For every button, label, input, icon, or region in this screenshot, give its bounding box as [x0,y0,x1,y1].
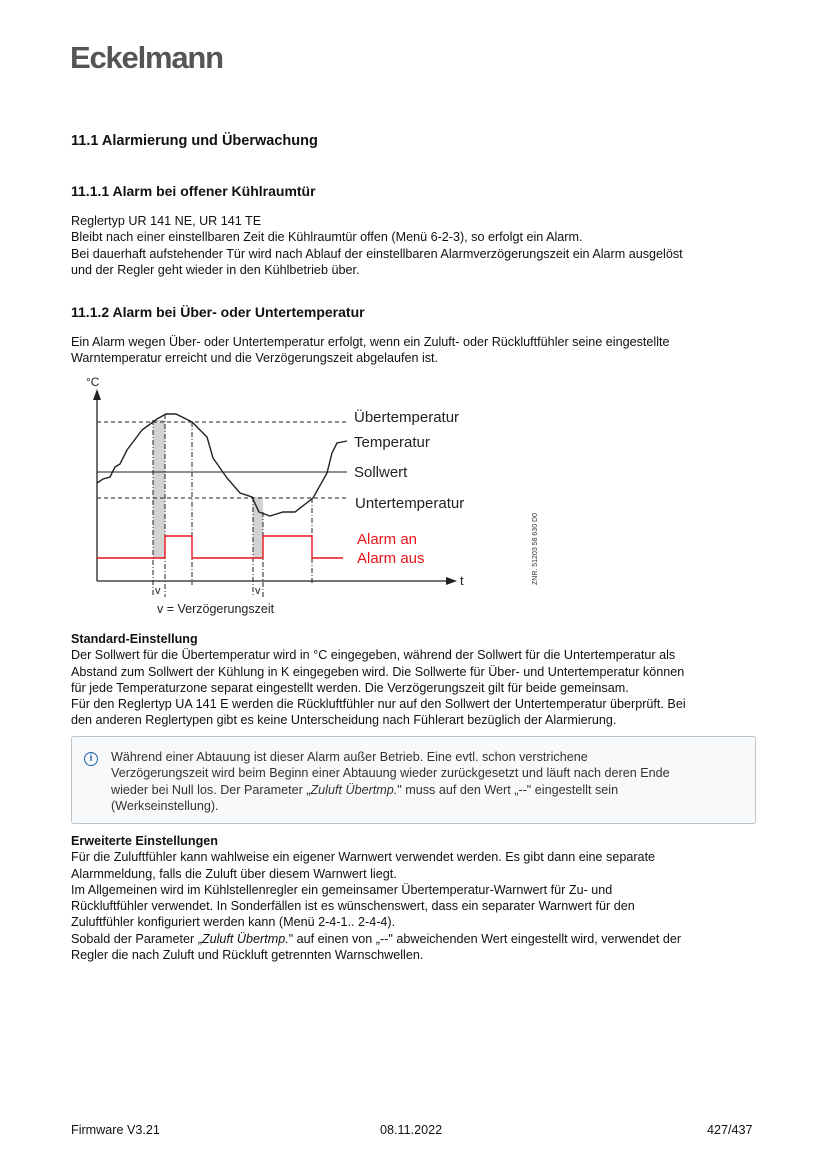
alarm-signal [97,536,343,558]
text-line: Bleibt nach einer einstellbaren Zeit die Kühlraumtür offen (Menü 6-2-3), so erfolgt ein Alarm. [71,230,583,245]
section-heading: 11.1 Alarmierung und Überwachung [71,133,318,149]
temperature-curve [97,414,347,516]
text-part: " muss auf den Wert „--" eingestellt sein [397,782,619,797]
alarm-diagram [60,370,550,620]
eckelmann-logo: Eckelmann [70,40,223,75]
text-line: den anderen Reglertypen gibt es keine Unterscheidung nach Fühlerart bezüglich der Alarmierung. [71,713,617,728]
figure-code: ZNR. 51203 58 630 D0 [532,513,539,585]
under-temp-label: Untertemperatur [355,495,465,512]
info-note [71,736,756,824]
footer-firmware: Firmware V3.21 [71,1123,160,1137]
text-part: " auf einen von „--" abweichenden Wert eingestellt wird, verwendet der [288,931,682,946]
setpoint-label: Sollwert [354,464,408,481]
text-line: Im Allgemeinen wird im Kühlstellenregler ein gemeinsamer Übertemperatur-Warnwert für Zu- und [71,882,613,897]
extended-settings [71,833,761,963]
parameter-name: Zuluft Übertmp. [310,782,398,797]
text-line: Reglertyp UR 141 NE, UR 141 TE [71,214,262,228]
standard-settings-heading: Standard-Einstellung [71,632,198,646]
alarm-on-label: Alarm an [357,531,418,548]
footer-date: 08.11.2022 [380,1123,443,1137]
text-line: Verzögerungszeit wird beim Beginn einer Abtauung wieder zurückgesetzt und läuft nach deren Ende [111,766,670,781]
standard-settings [71,631,761,729]
text-line: Abstand zum Sollwert der Kühlung in K eingegeben wird. Die Sollwerte für Über- und Untertemperatur können [71,664,685,679]
subsection-heading-door-alarm: 11.1.1 Alarm bei offener Kühlraumtür [71,183,316,199]
y-axis-arrow [93,389,101,400]
text-line: Während einer Abtauung ist dieser Alarm außer Betrieb. Eine evtl. schon verstrichene [111,750,588,764]
text-line: Zuluftfühler konfiguriert werden kann (Menü 2-4-1.. 2-4-4). [71,915,396,930]
y-axis-label: °C [86,375,100,389]
text-line [111,782,670,798]
footer-page-number: 427/437 [707,1123,753,1137]
text-part: Sobald der Parameter „ [71,931,202,946]
text-line: Bei dauerhaft aufstehender Tür wird nach Ablauf der einstellbaren Alarmverzögerungszeit ein Alarm ausgelöst [71,246,683,261]
over-temp-label: Übertemperatur [354,409,460,426]
delay-shade-1 [153,420,165,558]
text-line: Alarmmeldung, falls die Zuluft über diesem Warnwert liegt. [71,866,397,881]
delay-label-1: v [155,585,161,597]
parameter-name: Zuluft Übertmp. [201,931,289,946]
text-line: Für den Reglertyp UA 141 E werden die Rückluftfühler nur auf den Sollwert der Untertemperatur überprüft. Bei [71,697,686,712]
alarm-off-label: Alarm aus [357,550,425,567]
door-alarm-text [71,213,761,278]
text-line: Ein Alarm wegen Über- oder Untertemperatur erfolgt, wenn ein Zuluft- oder Rückluftfühler seine eingestellte [71,335,670,349]
x-axis-label: t [460,573,464,588]
subsection-heading-temp-alarm: 11.1.2 Alarm bei Über- oder Untertemperatur [71,304,365,320]
extended-settings-heading: Erweiterte Einstellungen [71,834,218,848]
text-line: Warntemperatur erreicht und die Verzögerungszeit abgelaufen ist. [71,351,439,366]
delay-legend: v = Verzögerungszeit [157,602,275,616]
text-part: wieder bei Null los. Der Parameter „ [111,782,311,797]
delay-markers [153,414,312,597]
text-line [71,931,761,947]
delay-shade-2 [253,497,263,558]
delay-label-2: v [255,585,261,597]
text-line: und der Regler geht wieder in den Kühlbetrieb über. [71,262,360,277]
text-line: Rückluftfühler verwendet. In Sonderfällen ist es wünschenswert, dass ein separater Warnwert für den [71,899,635,914]
x-axis-arrow [446,577,457,585]
text-line: Für die Zuluftfühler kann wahlweise ein eigener Warnwert verwendet werden. Es gibt dann eine separate [71,850,656,865]
text-line: Der Sollwert für die Übertemperatur wird in °C eingegeben, während der Sollwert für die Untertemperatur als [71,648,676,663]
info-icon: i [84,752,98,766]
text-line: Regler die nach Zuluft und Rückluft getrennten Warnschwellen. [71,948,424,963]
text-line: (Werkseinstellung). [111,798,219,813]
text-line: für jede Temperaturzone separat eingestellt werden. Die Verzögerungszeit gilt für beide gemeinsam. [71,680,629,695]
temperature-label: Temperatur [354,434,430,451]
temp-alarm-text [71,334,761,367]
